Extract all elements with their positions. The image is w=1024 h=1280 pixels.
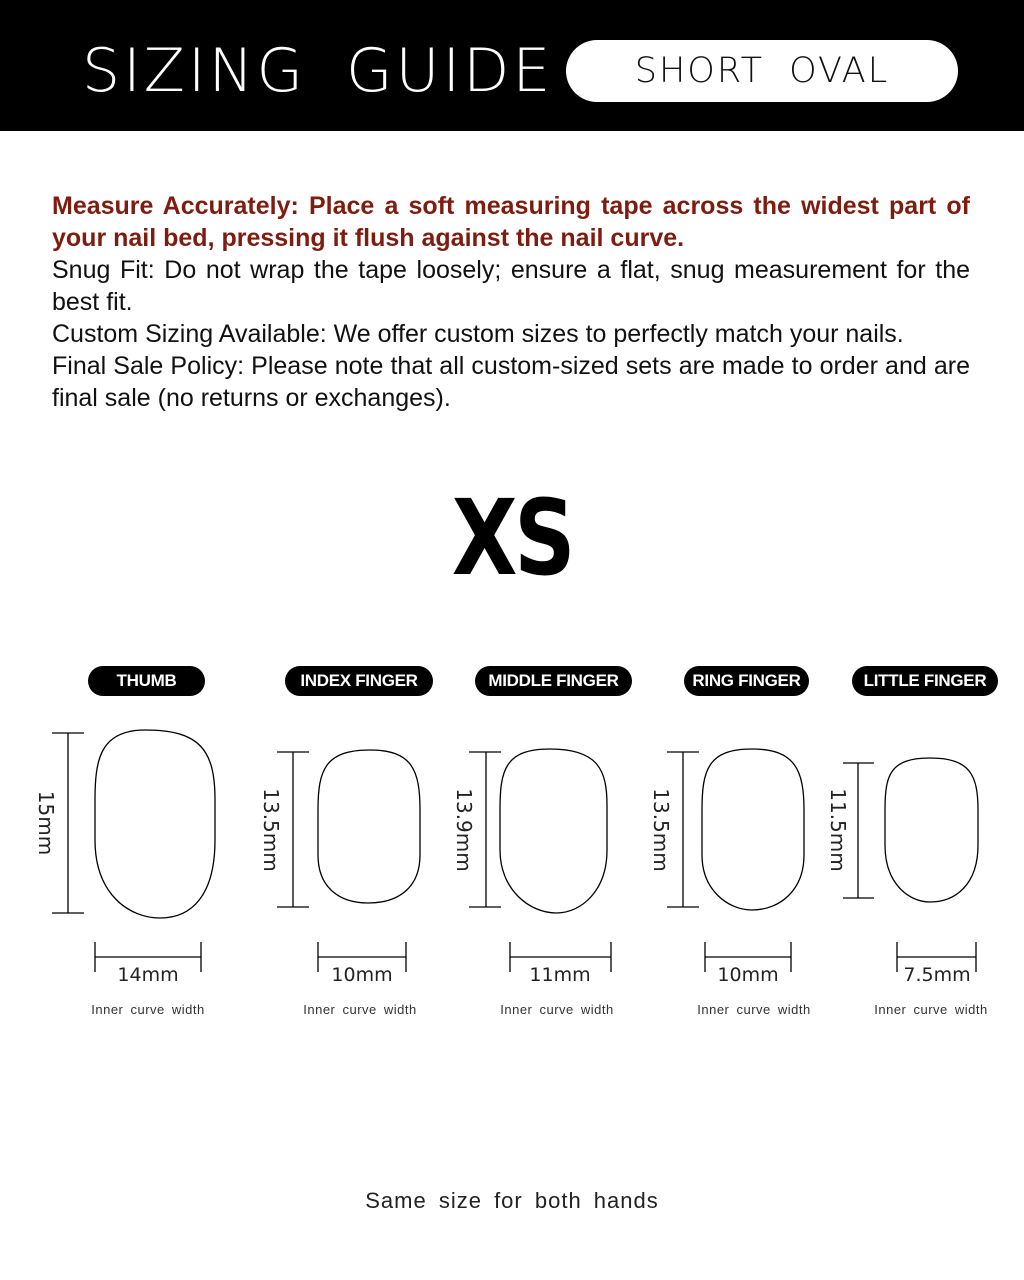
nail-outline-thumb: [95, 730, 215, 918]
length-label-ring: 13.5mm: [649, 788, 673, 872]
width-label-thumb: 14mm: [117, 964, 179, 986]
instruction-measure: Measure Accurately: Place a soft measuring tape across the widest part of your nail bed, pressing it flush against the nail curve.: [52, 192, 970, 252]
finger-label-ring: RING FINGER: [684, 666, 809, 696]
width-label-middle: 11mm: [529, 964, 591, 986]
caption-thumb: Inner curve width: [91, 1002, 205, 1017]
finger-label-middle: MIDDLE FINGER: [475, 666, 632, 696]
instruction-custom-sizing: Custom Sizing Available: We offer custom sizes to perfectly match your nails.: [52, 320, 904, 348]
length-label-little: 11.5mm: [826, 788, 850, 872]
finger-label-thumb: THUMB: [88, 666, 205, 696]
page-title: SIZING GUIDE: [82, 36, 554, 106]
width-label-index: 10mm: [331, 964, 393, 986]
caption-middle: Inner curve width: [500, 1002, 614, 1017]
nail-shape-badge: SHORT OVAL: [566, 40, 958, 102]
instruction-snug-fit: Snug Fit: Do not wrap the tape loosely; ensure a flat, snug measurement for the best fit.: [52, 256, 970, 316]
length-label-thumb: 15mm: [34, 790, 58, 856]
length-label-index: 13.5mm: [259, 788, 283, 872]
width-label-ring: 10mm: [717, 964, 779, 986]
finger-label-index: INDEX FINGER: [285, 666, 433, 696]
instruction-final-sale: Final Sale Policy: Please note that all custom-sized sets are made to order and are final sale (no returns or exchanges).: [52, 352, 970, 412]
nail-outline-index: [318, 750, 420, 903]
caption-ring: Inner curve width: [697, 1002, 811, 1017]
finger-label-little: LITTLE FINGER: [852, 666, 998, 696]
nail-outline-little: [885, 758, 978, 902]
caption-little: Inner curve width: [874, 1002, 988, 1017]
nail-outline-ring: [702, 749, 804, 910]
width-label-little: 7.5mm: [903, 964, 971, 986]
footer-note: Same size for both hands: [365, 1188, 659, 1213]
size-label: XS: [451, 477, 573, 599]
length-label-middle: 13.9mm: [452, 788, 476, 872]
caption-index: Inner curve width: [303, 1002, 417, 1017]
nail-outline-middle: [500, 749, 607, 913]
